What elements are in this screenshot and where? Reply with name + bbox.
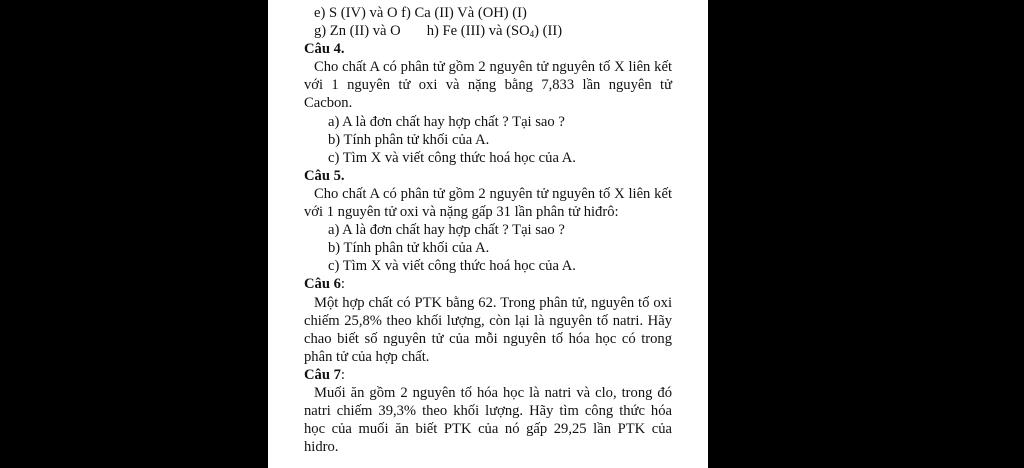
exercise-item-g: g) Zn (II) và O [314,23,401,40]
question-5-item-a: a) A là đơn chất hay hợp chất ? Tại sao ? [328,222,565,239]
document-page [268,0,708,468]
question-4-item-b: b) Tính phân tử khối của A. [328,131,490,148]
document-body [304,4,672,456]
question-5-item-b: b) Tính phân tử khối của A. [328,240,490,257]
question-7-title: Câu 7: [304,366,345,383]
exercise-item-h: h) Fe (III) và $(SO_4)$ (II) [426,23,563,40]
exercise-line-g-h [304,22,672,40]
question-5-body: Cho chất A có phân tử gồm 2 nguyên tử nguyên tố X liên kết với 1 nguyên tử oxi và nặng gấp 31 lần phân tử hiđrô: [304,185,672,221]
question-4-item-c: c) Tìm X và viết công thức hoá học của A. [328,149,576,166]
question-6-title: Câu 6: [304,276,345,293]
question-6-body: Một hợp chất có PTK bằng 62. Trong phân tử, nguyên tố oxi chiếm 25,8% theo khối lượng, còn lại là nguyên tố natri. Hãy chao biết số nguyên tử của mỗi nguyên tố hóa học có trong phân tử của hợp chất. [304,294,672,365]
question-4-item-a: a) A là đơn chất hay hợp chất ? Tại sao ? [328,113,565,130]
question-5-item-c: c) Tìm X và viết công thức hoá học của A. [328,258,576,275]
question-4-body: Cho chất A có phân tử gồm 2 nguyên tử nguyên tố X liên kết với 1 nguyên tử oxi và nặng bằng 7,833 lần nguyên tử Cacbon. [304,59,672,112]
question-4-title: Câu 4. [304,41,345,58]
question-7-body: Muối ăn gồm 2 nguyên tố hóa học là natri và clo, trong đó natri chiếm 39,3% theo khối lượng. Hãy tìm công thức hóa học của muối ăn biết PTK của nó gấp 29,25 lần PTK của hidro. [304,384,672,456]
exercise-line-e: e) S (IV) và O f) Ca (II) Và (OH) (I) [314,5,527,21]
question-5-title: Câu 5. [304,167,345,184]
